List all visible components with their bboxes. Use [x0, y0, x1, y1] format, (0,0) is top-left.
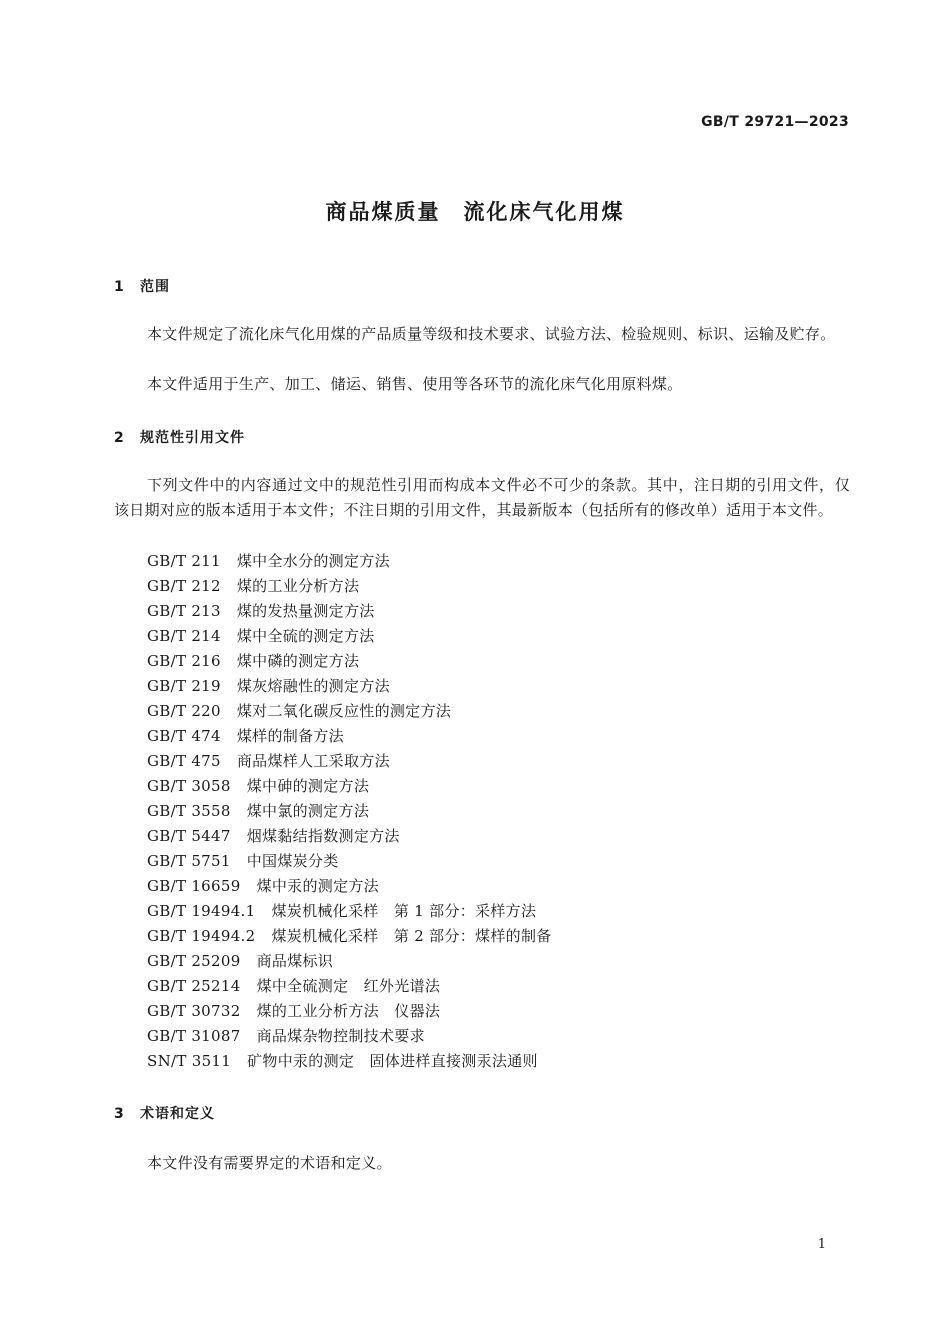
- scope-paragraph-2: 本文件适用于生产、加工、储运、销售、使用等各环节的流化床气化用原料煤。: [147, 375, 683, 393]
- list-item: [147, 824, 552, 849]
- reference-title: 煤中氯的测定方法: [246, 802, 370, 820]
- list-item: [147, 1049, 552, 1074]
- reference-title: 煤灰熔融性的测定方法: [236, 677, 390, 695]
- reference-code: GB/T 3058: [147, 777, 231, 795]
- list-item: [147, 699, 552, 724]
- section-heading-scope: [114, 276, 170, 296]
- reference-title: 煤的发热量测定方法: [236, 602, 375, 620]
- list-item: [147, 949, 552, 974]
- reference-code: GB/T 19494.2: [147, 927, 256, 945]
- reference-title: 烟煤黏结指数测定方法: [246, 827, 400, 845]
- list-item: [147, 924, 552, 949]
- reference-code: GB/T 3558: [147, 802, 231, 820]
- list-item: [147, 624, 552, 649]
- reference-code: GB/T 216: [147, 652, 221, 670]
- list-item: [147, 999, 552, 1024]
- section-title: 规范性引用文件: [140, 430, 245, 446]
- list-item: [147, 574, 552, 599]
- list-item: [147, 749, 552, 774]
- list-item: [147, 649, 552, 674]
- reference-code: GB/T 219: [147, 677, 221, 695]
- reference-code: GB/T 211: [147, 552, 221, 570]
- reference-title: 煤炭机械化采样 第 2 部分：煤样的制备: [271, 927, 552, 945]
- list-item: [147, 599, 552, 624]
- list-item: [147, 674, 552, 699]
- reference-title: 煤的工业分析方法 仪器法: [256, 1002, 441, 1020]
- reference-title: 商品煤杂物控制技术要求: [256, 1027, 425, 1045]
- reference-code: GB/T 16659: [147, 877, 241, 895]
- reference-code: GB/T 220: [147, 702, 221, 720]
- normative-refs-intro: 下列文件中的内容通过文中的规范性引用而构成本文件必不可少的条款。其中，注日期的引用文件，仅该日期对应的版本适用于本文件；不注日期的引用文件，其最新版本（包括所有的修改单）适用于本文件。: [114, 476, 850, 519]
- list-item: [147, 1024, 552, 1049]
- reference-code: GB/T 5447: [147, 827, 231, 845]
- reference-code: GB/T 5751: [147, 852, 231, 870]
- reference-title: 煤样的制备方法: [236, 727, 344, 745]
- reference-code: GB/T 475: [147, 752, 221, 770]
- section-number: 3: [114, 1106, 125, 1122]
- reference-title: 煤中汞的测定方法: [256, 877, 379, 895]
- reference-title: 矿物中汞的测定 固体进样直接测汞法通则: [247, 1052, 538, 1070]
- standard-number: GB/T 29721—2023: [701, 114, 849, 130]
- reference-title: 煤对二氧化碳反应性的测定方法: [236, 702, 452, 720]
- section-heading-normative-refs: [114, 427, 245, 447]
- section-number: 2: [114, 430, 125, 446]
- reference-title: 煤炭机械化采样 第 1 部分：采样方法: [271, 902, 537, 920]
- list-item: [147, 899, 552, 924]
- reference-code: GB/T 19494.1: [147, 902, 256, 920]
- reference-title: 商品煤样人工采取方法: [236, 752, 390, 770]
- reference-title: 煤中磷的测定方法: [236, 652, 360, 670]
- section-title: 术语和定义: [140, 1106, 215, 1122]
- document-title: 商品煤质量 流化床气化用煤: [325, 200, 625, 224]
- reference-title: 煤的工业分析方法: [236, 577, 360, 595]
- reference-code: GB/T 212: [147, 577, 221, 595]
- reference-title: 煤中砷的测定方法: [246, 777, 370, 795]
- reference-code: GB/T 474: [147, 727, 221, 745]
- reference-code: GB/T 214: [147, 627, 221, 645]
- reference-code: GB/T 25214: [147, 977, 241, 995]
- list-item: [147, 774, 552, 799]
- section-number: 1: [114, 279, 125, 295]
- reference-title: 煤中全水分的测定方法: [236, 552, 390, 570]
- list-item: [147, 799, 552, 824]
- reference-code: SN/T 3511: [147, 1052, 232, 1070]
- reference-title: 中国煤炭分类: [246, 852, 339, 870]
- reference-code: GB/T 31087: [147, 1027, 241, 1045]
- reference-title: 煤中全硫的测定方法: [236, 627, 375, 645]
- page-number: 1: [817, 1237, 826, 1252]
- list-item: [147, 849, 552, 874]
- list-item: [147, 974, 552, 999]
- scope-paragraph-1: 本文件规定了流化床气化用煤的产品质量等级和技术要求、试验方法、检验规则、标识、运输及贮存。: [147, 325, 836, 343]
- section-title: 范围: [140, 279, 170, 295]
- reference-title: 煤中全硫测定 红外光谱法: [256, 977, 441, 995]
- list-item: [147, 874, 552, 899]
- reference-list: [147, 549, 552, 1074]
- terms-paragraph: 本文件没有需要界定的术语和定义。: [147, 1154, 392, 1172]
- reference-code: GB/T 25209: [147, 952, 241, 970]
- list-item: [147, 724, 552, 749]
- reference-code: GB/T 213: [147, 602, 221, 620]
- reference-title: 商品煤标识: [256, 952, 334, 970]
- reference-code: GB/T 30732: [147, 1002, 241, 1020]
- list-item: [147, 549, 552, 574]
- section-heading-terms: [114, 1103, 215, 1123]
